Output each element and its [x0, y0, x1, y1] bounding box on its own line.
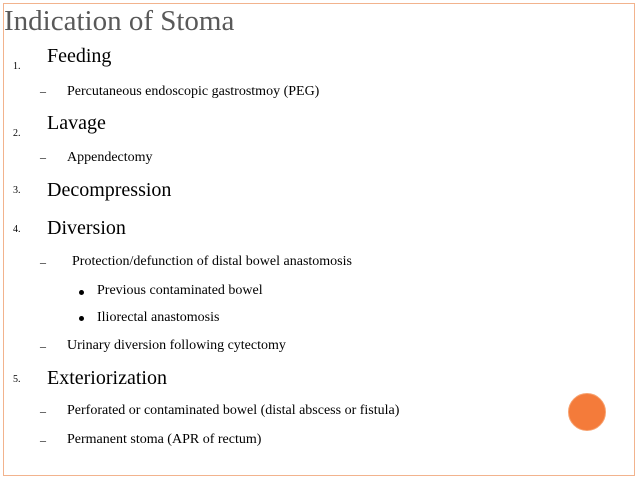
item-5-label: Exteriorization — [47, 367, 167, 389]
item-5-sub-2-text: Permanent stoma (APR of rectum) — [67, 432, 262, 447]
item-2-number: 2. — [13, 128, 21, 139]
item-3-label: Decompression — [47, 179, 172, 201]
item-2-sub-1-text: Appendectomy — [67, 150, 153, 165]
item-4-sub-1-text: Protection/defunction of distal bowel anastomosis — [72, 254, 352, 269]
item-4-number: 4. — [13, 224, 21, 235]
item-5-sub-2-marker: – — [40, 433, 46, 447]
item-1-sub-1-marker: – — [40, 84, 46, 98]
item-5-sub-1-marker: – — [40, 404, 46, 418]
item-4-sub-2-text: Urinary diversion following cytectomy — [67, 338, 286, 353]
item-4-sub-1-marker: – — [40, 255, 46, 269]
decorative-circle — [568, 393, 606, 431]
slide-title: Indication of Stoma — [4, 5, 235, 37]
item-4-sub-2-marker: – — [40, 339, 46, 353]
item-4-bullet-2-text: Iliorectal anastomosis — [97, 310, 220, 325]
item-2-label: Lavage — [47, 112, 106, 134]
item-4-bullet-2-dot — [79, 316, 84, 321]
item-1-label: Feeding — [47, 45, 112, 67]
item-4-bullet-1-text: Previous contaminated bowel — [97, 283, 263, 298]
item-5-number: 5. — [13, 374, 21, 385]
item-4-bullet-1-dot — [79, 290, 84, 295]
item-4-label: Diversion — [47, 217, 126, 239]
item-1-number: 1. — [13, 61, 21, 72]
item-5-sub-1-text: Perforated or contaminated bowel (distal abscess or fistula) — [67, 403, 400, 418]
item-1-sub-1-text: Percutaneous endoscopic gastrostmoy (PEG) — [67, 84, 320, 99]
item-3-number: 3. — [13, 185, 21, 196]
item-2-sub-1-marker: – — [40, 150, 46, 164]
